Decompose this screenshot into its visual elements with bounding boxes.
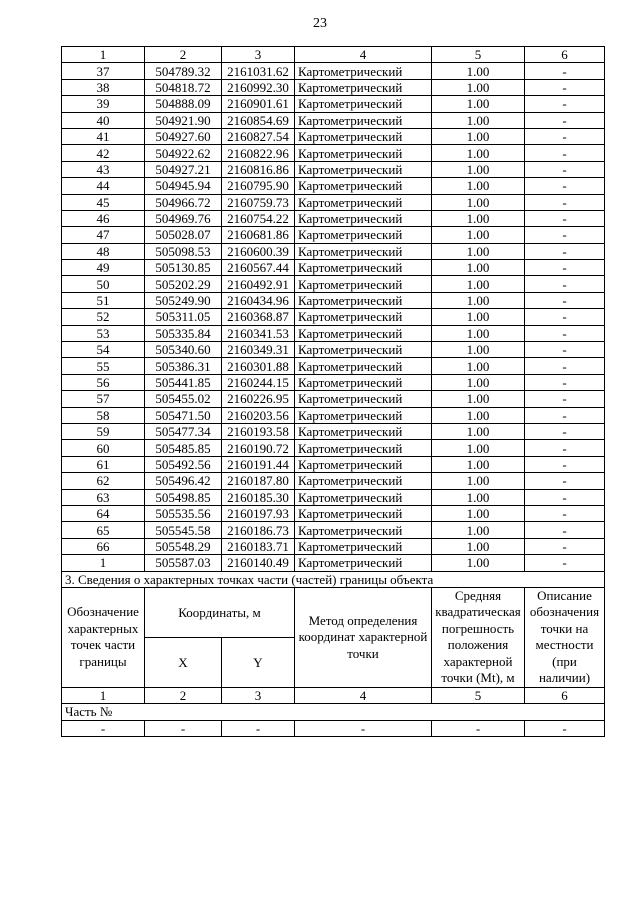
col-x-header: X xyxy=(145,637,222,687)
x-cell: 505471.50 xyxy=(145,407,222,423)
description-cell: - xyxy=(525,63,605,79)
description-cell: - xyxy=(525,538,605,554)
description-cell: - xyxy=(525,505,605,521)
error-cell: 1.00 xyxy=(432,194,525,210)
x-cell: 504966.72 xyxy=(145,194,222,210)
table-row xyxy=(62,522,605,538)
y-cell: 2160197.93 xyxy=(222,505,295,521)
table-row xyxy=(62,555,605,571)
section3-title-row xyxy=(62,571,605,587)
error-cell: 1.00 xyxy=(432,96,525,112)
y-cell: 2160140.49 xyxy=(222,555,295,571)
y-cell: 2160301.88 xyxy=(222,358,295,374)
method-cell: Картометрический xyxy=(295,128,432,144)
description-cell: - xyxy=(525,79,605,95)
error-cell: 1.00 xyxy=(432,260,525,276)
x-cell: 504927.21 xyxy=(145,161,222,177)
coordinates-table xyxy=(61,46,605,737)
y-cell: 2160681.86 xyxy=(222,227,295,243)
x-cell: 505249.90 xyxy=(145,292,222,308)
description-cell: - xyxy=(525,489,605,505)
table-row xyxy=(62,63,605,79)
error-cell: 1.00 xyxy=(432,161,525,177)
y-cell: 2160600.39 xyxy=(222,243,295,259)
method-cell: Картометрический xyxy=(295,407,432,423)
method-cell: Картометрический xyxy=(295,260,432,276)
y-cell: 2161031.62 xyxy=(222,63,295,79)
x-cell: 505498.85 xyxy=(145,489,222,505)
y-cell: 2160368.87 xyxy=(222,309,295,325)
y-cell: 2160183.71 xyxy=(222,538,295,554)
table-row xyxy=(62,391,605,407)
error-cell: 1.00 xyxy=(432,522,525,538)
point-number-cell: 66 xyxy=(62,538,145,554)
error-cell: 1.00 xyxy=(432,489,525,505)
table-row xyxy=(62,243,605,259)
header-number: 4 xyxy=(295,47,432,63)
table-row xyxy=(62,276,605,292)
point-number-cell: 44 xyxy=(62,178,145,194)
x-cell: 505441.85 xyxy=(145,374,222,390)
y-cell: 2160244.15 xyxy=(222,374,295,390)
x-cell: 505496.42 xyxy=(145,473,222,489)
point-number-cell: 1 xyxy=(62,555,145,571)
error-cell: 1.00 xyxy=(432,227,525,243)
description-cell: - xyxy=(525,325,605,341)
error-cell: 1.00 xyxy=(432,391,525,407)
point-number-cell: 65 xyxy=(62,522,145,538)
point-number-cell: 43 xyxy=(62,161,145,177)
point-number-cell: 41 xyxy=(62,128,145,144)
point-number-cell: 54 xyxy=(62,342,145,358)
method-cell: Картометрический xyxy=(295,178,432,194)
header-number: 6 xyxy=(525,47,605,63)
error-cell: 1.00 xyxy=(432,440,525,456)
empty-cell: - xyxy=(295,720,432,736)
point-number-cell: 37 xyxy=(62,63,145,79)
header-number: 5 xyxy=(432,47,525,63)
x-cell: 505311.05 xyxy=(145,309,222,325)
point-number-cell: 63 xyxy=(62,489,145,505)
y-cell: 2160759.73 xyxy=(222,194,295,210)
y-cell: 2160795.90 xyxy=(222,178,295,194)
method-cell: Картометрический xyxy=(295,96,432,112)
error-cell: 1.00 xyxy=(432,292,525,308)
method-cell: Картометрический xyxy=(295,391,432,407)
y-cell: 2160226.95 xyxy=(222,391,295,407)
method-cell: Картометрический xyxy=(295,538,432,554)
x-cell: 504818.72 xyxy=(145,79,222,95)
table-row xyxy=(62,79,605,95)
col-y-header: Y xyxy=(222,637,295,687)
description-cell: - xyxy=(525,473,605,489)
point-number-cell: 38 xyxy=(62,79,145,95)
part-row xyxy=(62,704,605,720)
description-cell: - xyxy=(525,178,605,194)
y-cell: 2160816.86 xyxy=(222,161,295,177)
table-row xyxy=(62,489,605,505)
x-cell: 505587.03 xyxy=(145,555,222,571)
x-cell: 504921.90 xyxy=(145,112,222,128)
method-cell: Картометрический xyxy=(295,555,432,571)
table-row xyxy=(62,292,605,308)
table-row xyxy=(62,194,605,210)
description-cell: - xyxy=(525,440,605,456)
method-cell: Картометрический xyxy=(295,227,432,243)
point-number-cell: 46 xyxy=(62,210,145,226)
method-cell: Картометрический xyxy=(295,522,432,538)
error-cell: 1.00 xyxy=(432,210,525,226)
error-cell: 1.00 xyxy=(432,555,525,571)
x-cell: 505098.53 xyxy=(145,243,222,259)
y-cell: 2160822.96 xyxy=(222,145,295,161)
empty-cell: - xyxy=(432,720,525,736)
empty-row xyxy=(62,720,605,736)
method-cell: Картометрический xyxy=(295,194,432,210)
x-cell: 505477.34 xyxy=(145,423,222,439)
description-cell: - xyxy=(525,423,605,439)
header-number: 3 xyxy=(222,47,295,63)
point-number-cell: 42 xyxy=(62,145,145,161)
table-body xyxy=(62,47,605,737)
error-cell: 1.00 xyxy=(432,309,525,325)
method-cell: Картометрический xyxy=(295,276,432,292)
x-cell: 505028.07 xyxy=(145,227,222,243)
method-cell: Картометрический xyxy=(295,210,432,226)
table-row xyxy=(62,342,605,358)
x-cell: 505340.60 xyxy=(145,342,222,358)
description-cell: - xyxy=(525,145,605,161)
col-point-header: Обозначение характерных точек части границы xyxy=(62,587,145,687)
table-row xyxy=(62,407,605,423)
description-cell: - xyxy=(525,555,605,571)
table-row xyxy=(62,325,605,341)
table-row xyxy=(62,309,605,325)
error-cell: 1.00 xyxy=(432,456,525,472)
description-cell: - xyxy=(525,112,605,128)
method-cell: Картометрический xyxy=(295,243,432,259)
point-number-cell: 51 xyxy=(62,292,145,308)
col-method-header: Метод определения координат характерной точки xyxy=(295,587,432,687)
header-number: 5 xyxy=(432,687,525,703)
y-cell: 2160434.96 xyxy=(222,292,295,308)
table-row xyxy=(62,374,605,390)
description-cell: - xyxy=(525,522,605,538)
method-cell: Картометрический xyxy=(295,456,432,472)
error-cell: 1.00 xyxy=(432,505,525,521)
header-number: 1 xyxy=(62,47,145,63)
table-row xyxy=(62,145,605,161)
method-cell: Картометрический xyxy=(295,161,432,177)
table-row xyxy=(62,423,605,439)
point-number-cell: 61 xyxy=(62,456,145,472)
table-row xyxy=(62,505,605,521)
y-cell: 2160187.80 xyxy=(222,473,295,489)
col-desc-header: Описание обозначения точки на местности (при наличии) xyxy=(525,587,605,687)
x-cell: 505386.31 xyxy=(145,358,222,374)
point-number-cell: 55 xyxy=(62,358,145,374)
method-cell: Картометрический xyxy=(295,440,432,456)
error-cell: 1.00 xyxy=(432,243,525,259)
method-cell: Картометрический xyxy=(295,292,432,308)
description-cell: - xyxy=(525,243,605,259)
table-row xyxy=(62,227,605,243)
description-cell: - xyxy=(525,374,605,390)
header-number: 1 xyxy=(62,687,145,703)
point-number-cell: 62 xyxy=(62,473,145,489)
method-cell: Картометрический xyxy=(295,358,432,374)
empty-cell: - xyxy=(525,720,605,736)
point-number-cell: 45 xyxy=(62,194,145,210)
point-number-cell: 53 xyxy=(62,325,145,341)
table-row xyxy=(62,358,605,374)
point-number-cell: 40 xyxy=(62,112,145,128)
table-row xyxy=(62,128,605,144)
description-cell: - xyxy=(525,276,605,292)
method-cell: Картометрический xyxy=(295,489,432,505)
page-number: 23 xyxy=(313,16,327,31)
table-row xyxy=(62,473,605,489)
y-cell: 2160492.91 xyxy=(222,276,295,292)
description-cell: - xyxy=(525,194,605,210)
col-coords-header: Координаты, м xyxy=(145,587,295,637)
header-number: 4 xyxy=(295,687,432,703)
section3-title: 3. Сведения о характерных точках части (частей) границы объекта xyxy=(62,571,605,587)
header-number: 6 xyxy=(525,687,605,703)
part-label: Часть № xyxy=(62,704,605,720)
header-number: 2 xyxy=(145,687,222,703)
y-cell: 2160854.69 xyxy=(222,112,295,128)
error-cell: 1.00 xyxy=(432,325,525,341)
point-number-cell: 39 xyxy=(62,96,145,112)
method-cell: Картометрический xyxy=(295,342,432,358)
header-number: 3 xyxy=(222,687,295,703)
point-number-cell: 50 xyxy=(62,276,145,292)
description-cell: - xyxy=(525,292,605,308)
section3-header-row xyxy=(62,587,605,637)
error-cell: 1.00 xyxy=(432,473,525,489)
x-cell: 505535.56 xyxy=(145,505,222,521)
table-row xyxy=(62,538,605,554)
point-number-cell: 60 xyxy=(62,440,145,456)
description-cell: - xyxy=(525,456,605,472)
point-number-cell: 52 xyxy=(62,309,145,325)
method-cell: Картометрический xyxy=(295,145,432,161)
empty-cell: - xyxy=(145,720,222,736)
error-cell: 1.00 xyxy=(432,423,525,439)
point-number-cell: 47 xyxy=(62,227,145,243)
x-cell: 504927.60 xyxy=(145,128,222,144)
x-cell: 505130.85 xyxy=(145,260,222,276)
y-cell: 2160901.61 xyxy=(222,96,295,112)
table-header-numbers xyxy=(62,47,605,63)
point-number-cell: 56 xyxy=(62,374,145,390)
x-cell: 505202.29 xyxy=(145,276,222,292)
description-cell: - xyxy=(525,391,605,407)
method-cell: Картометрический xyxy=(295,112,432,128)
method-cell: Картометрический xyxy=(295,423,432,439)
error-cell: 1.00 xyxy=(432,358,525,374)
y-cell: 2160341.53 xyxy=(222,325,295,341)
empty-cell: - xyxy=(222,720,295,736)
description-cell: - xyxy=(525,260,605,276)
point-number-cell: 48 xyxy=(62,243,145,259)
description-cell: - xyxy=(525,96,605,112)
y-cell: 2160567.44 xyxy=(222,260,295,276)
error-cell: 1.00 xyxy=(432,63,525,79)
table-row xyxy=(62,96,605,112)
point-number-cell: 64 xyxy=(62,505,145,521)
x-cell: 505455.02 xyxy=(145,391,222,407)
method-cell: Картометрический xyxy=(295,505,432,521)
point-number-cell: 58 xyxy=(62,407,145,423)
section3-header-numbers xyxy=(62,687,605,703)
header-number: 2 xyxy=(145,47,222,63)
x-cell: 504945.94 xyxy=(145,178,222,194)
table-row xyxy=(62,456,605,472)
y-cell: 2160827.54 xyxy=(222,128,295,144)
error-cell: 1.00 xyxy=(432,128,525,144)
description-cell: - xyxy=(525,128,605,144)
table-row xyxy=(62,178,605,194)
method-cell: Картометрический xyxy=(295,79,432,95)
y-cell: 2160203.56 xyxy=(222,407,295,423)
y-cell: 2160185.30 xyxy=(222,489,295,505)
method-cell: Картометрический xyxy=(295,63,432,79)
x-cell: 504922.62 xyxy=(145,145,222,161)
table-row xyxy=(62,161,605,177)
error-cell: 1.00 xyxy=(432,276,525,292)
y-cell: 2160349.31 xyxy=(222,342,295,358)
description-cell: - xyxy=(525,358,605,374)
x-cell: 504969.76 xyxy=(145,210,222,226)
method-cell: Картометрический xyxy=(295,309,432,325)
error-cell: 1.00 xyxy=(432,79,525,95)
x-cell: 505335.84 xyxy=(145,325,222,341)
point-number-cell: 59 xyxy=(62,423,145,439)
y-cell: 2160190.72 xyxy=(222,440,295,456)
col-error-header: Средняя квадратическая погрешность положения характерной точки (Mt), м xyxy=(432,587,525,687)
x-cell: 505548.29 xyxy=(145,538,222,554)
point-number-cell: 57 xyxy=(62,391,145,407)
description-cell: - xyxy=(525,161,605,177)
x-cell: 505492.56 xyxy=(145,456,222,472)
description-cell: - xyxy=(525,227,605,243)
description-cell: - xyxy=(525,342,605,358)
x-cell: 505545.58 xyxy=(145,522,222,538)
description-cell: - xyxy=(525,210,605,226)
x-cell: 504888.09 xyxy=(145,96,222,112)
y-cell: 2160754.22 xyxy=(222,210,295,226)
error-cell: 1.00 xyxy=(432,178,525,194)
y-cell: 2160992.30 xyxy=(222,79,295,95)
error-cell: 1.00 xyxy=(432,374,525,390)
error-cell: 1.00 xyxy=(432,112,525,128)
method-cell: Картометрический xyxy=(295,374,432,390)
table-row xyxy=(62,260,605,276)
error-cell: 1.00 xyxy=(432,342,525,358)
description-cell: - xyxy=(525,309,605,325)
y-cell: 2160186.73 xyxy=(222,522,295,538)
table-row xyxy=(62,112,605,128)
x-cell: 504789.32 xyxy=(145,63,222,79)
empty-cell: - xyxy=(62,720,145,736)
point-number-cell: 49 xyxy=(62,260,145,276)
x-cell: 505485.85 xyxy=(145,440,222,456)
error-cell: 1.00 xyxy=(432,407,525,423)
description-cell: - xyxy=(525,407,605,423)
error-cell: 1.00 xyxy=(432,145,525,161)
table-row xyxy=(62,440,605,456)
method-cell: Картометрический xyxy=(295,473,432,489)
error-cell: 1.00 xyxy=(432,538,525,554)
y-cell: 2160193.58 xyxy=(222,423,295,439)
y-cell: 2160191.44 xyxy=(222,456,295,472)
method-cell: Картометрический xyxy=(295,325,432,341)
table-row xyxy=(62,210,605,226)
